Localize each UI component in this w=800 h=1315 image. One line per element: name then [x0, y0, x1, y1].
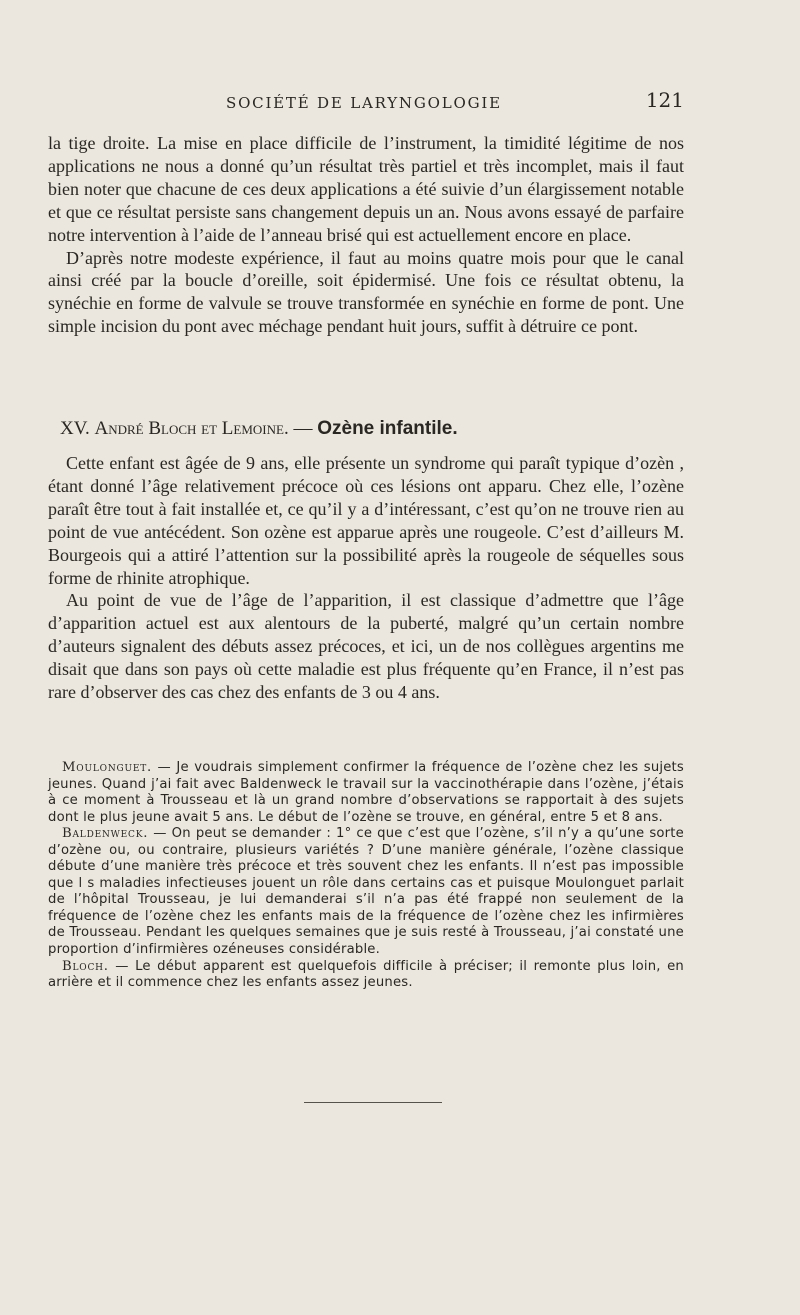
- body-text-lower: [48, 452, 684, 704]
- discussion-text: — Je voudrais simplement confirmer la fréquence de l’ozène chez les sujets jeunes. Quand j’ai fait avec Baldenweck le travail sur la vaccinothérapie dans l’ozène, j’étais à ce moment à Trousseau et là un grand nombre d’observations se rapportait à des sujets dont le plus jeune avait 5 ans. Le début de l’ozène se trouve, en général, entre 5 et 8 ans.: [48, 760, 684, 825]
- end-rule: [304, 1102, 442, 1103]
- section-heading: [60, 418, 684, 440]
- body-text-upper: [48, 132, 684, 338]
- section-number: XV.: [60, 418, 90, 439]
- discussion-entry: [48, 959, 684, 992]
- running-title: SOCIÉTÉ DE LARYNGOLOGIE: [226, 94, 502, 112]
- discussion-text: — Le début apparent est quelquefois difficile à préciser; il remonte plus loin, en arrière et il commence chez les enfants assez jeunes.: [48, 958, 684, 991]
- discussion: [48, 760, 684, 992]
- discussion-entry: [48, 826, 684, 958]
- paragraph: Au point de vue de l’âge de l’apparition, il est classique d’admettre que l’âge d’apparition actuel est aux alentours de la puberté, malgré qu’un certain nombre d’auteurs signalent des débuts assez précoces, et ici, un de nos collègues argentins me disait que dans son pays où cette maladie est plus fréquente qu’en France, il n’est pas rare d’observer des cas chez des enfants de 3 ou 4 ans.: [48, 590, 684, 703]
- discussion-text: — On peut se demander : 1° ce que c’est que l’ozène, s’il n’y a qu’une sorte d’ozène ou, ou contraire, plusieurs variétés ? D’une manière générale, l’ozène classique débute d’une manière très précoce et très souvent chez les enfants. Il n’est pas impossible que l s maladies infectieuses jouent un rôle dans certains cas et puisque Moulonguet parlait de l’hôpital Trousseau, je lui demanderai s’il n’a pas été frappé non seulement de la fréquence de l’ozène chez les enfants mais de la fréquence de l’ozène chez les infirmières de Trousseau. Pendant les quelques semaines que je suis resté à Trousseau, j’ai constaté une proportion d’infirmières ozéneuses considérable.: [48, 826, 684, 958]
- paragraph: la tige droite. La mise en place difficile de l’instrument, la timidité légitime de nos applications ne nous a donné qu’un résultat très partiel et très incomplet, mais il faut bien noter que chacune de ces deux applications a été suivie d’un élargissement notable et que ce résultat persiste sans changement depuis un an. Nous avons essayé de parfaire notre intervention à l’aide de l’anneau brisé qui est actuellement encore en place.: [48, 133, 684, 245]
- section-dash: —: [293, 418, 313, 439]
- running-head: [48, 88, 684, 116]
- paragraph: Cette enfant est âgée de 9 ans, elle présente un syndrome qui paraît typique d’ozèn , étant donné l’âge relativement précoce où ces lésions ont apparu. Chez elle, l’ozène paraît être tout à fait installée et, ce qu’il y a d’intéressant, c’est qu’on ne trouve rien au point de vue antécédent. Son ozène est apparue après une rougeole. C’est d’ailleurs M. Bourgeois qui a attiré l’attention sur la possibilité après la rougeole de séquelles sous forme de rhinite atrophique.: [48, 453, 684, 588]
- speaker-name: Bloch.: [62, 958, 109, 974]
- section-authors: André Bloch et Lemoine.: [94, 418, 289, 439]
- paragraph: D’après notre modeste expérience, il faut au moins quatre mois pour que le canal ainsi créé par la boucle d’oreille, soit épidermisé. Une fois ce résultat obtenu, la synéchie en forme de valvule se trouve transformée en synéchie en forme de pont. Une simple incision du pont avec méchage pendant huit jours, suffit à détruire ce pont.: [48, 247, 684, 337]
- section-title: Ozène infantile.: [317, 418, 458, 439]
- speaker-name: Baldenweck.: [62, 826, 149, 842]
- speaker-name: Moulonguet.: [62, 760, 153, 775]
- page-number: 121: [645, 88, 684, 112]
- discussion-entry: [48, 760, 684, 826]
